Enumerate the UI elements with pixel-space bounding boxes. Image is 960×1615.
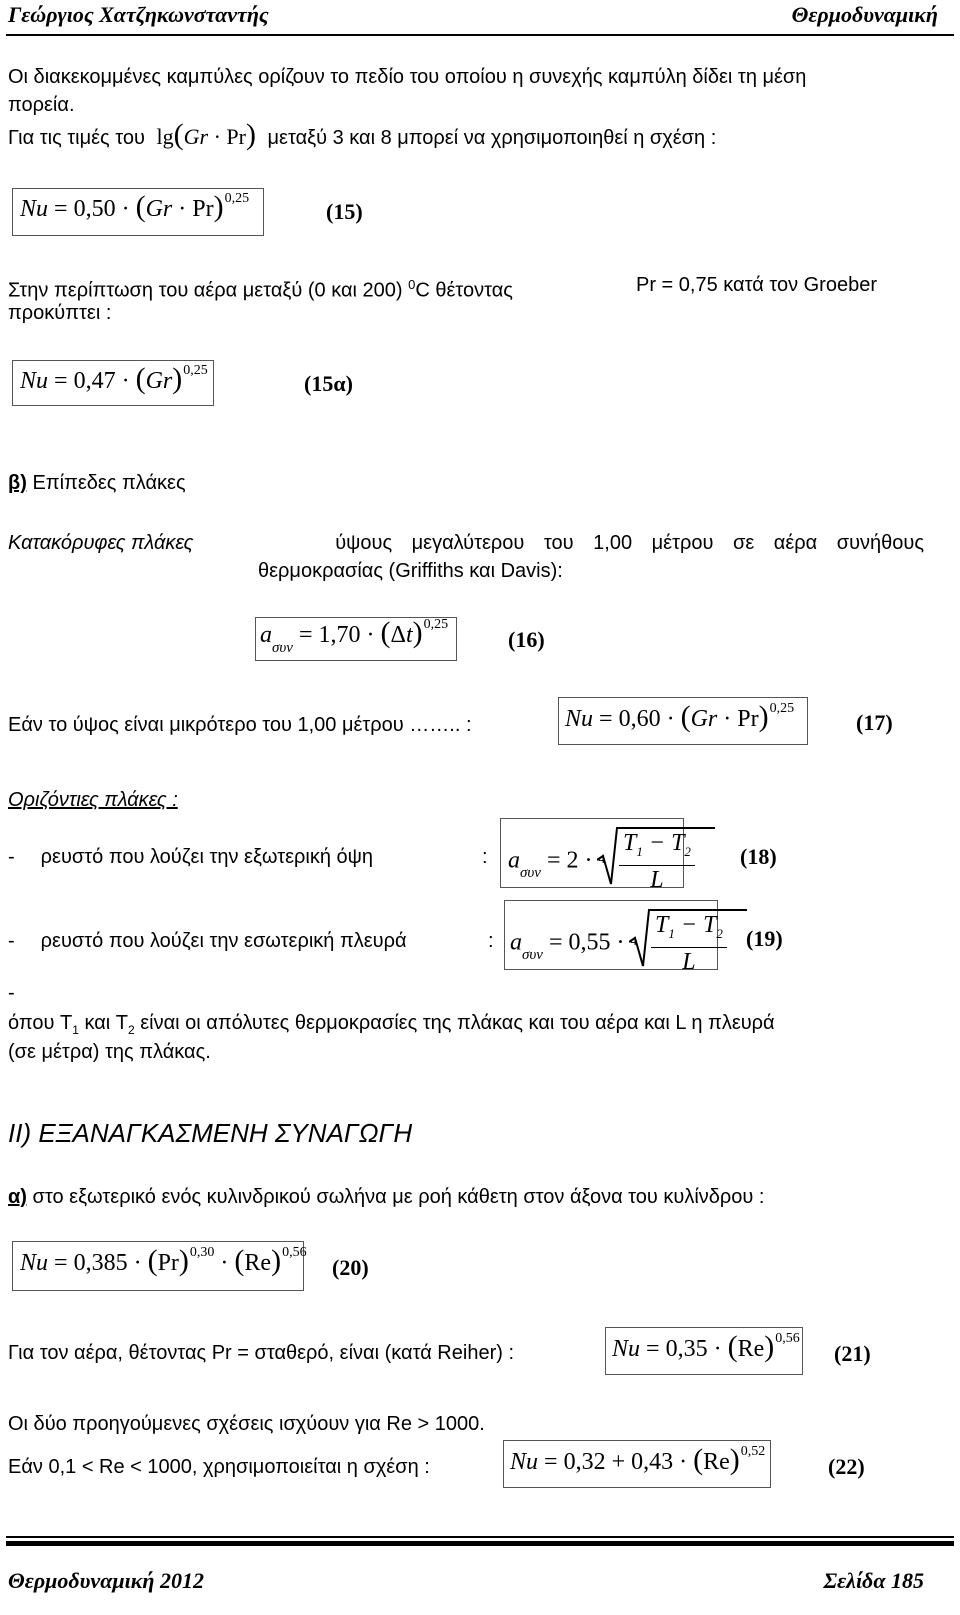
paragraph: πορεία. <box>8 94 75 116</box>
lg-expression: lg(Gr · Pr) <box>156 118 256 151</box>
equation-number: (18) <box>740 844 777 869</box>
header-subject: Θερμοδυναμική <box>791 2 938 27</box>
equation-number: (21) <box>834 1341 871 1366</box>
section-title: II) ΕΞΑΝΑΓΚΑΣΜΕΝΗ ΣΥΝΑΓΩΓΗ <box>8 1118 413 1148</box>
equation-18: $a_{\sigma\upsilon\nu} = 2 \cdot 4$ $\frac{T_1 - T_2}{L}$ <box>508 830 695 894</box>
colon: : <box>482 846 488 868</box>
footer-rule <box>6 1536 954 1538</box>
list-item: - ρευστό που λούζει την εσωτερική πλευρά <box>8 930 407 952</box>
equation-21: $Nu = 0,35 \cdot (Re)^{0,56}$ <box>612 1330 800 1363</box>
paragraph: Pr = 0,75 κατά τον Groeber <box>636 274 877 296</box>
equation-number: (19) <box>746 926 783 951</box>
equation-20: $Nu = 0,385 \cdot (Pr)^{0,30} \cdot (Re)^{0,56}$ <box>20 1244 307 1277</box>
paragraph: όπου $T_1$ και $T_2$ είναι οι απόλυτες θερμοκρασίες της πλάκας και του αέρα και L η πλευρά <box>8 1012 775 1037</box>
equation-number: (16) <box>508 627 545 652</box>
section-heading: β) Επίπεδες πλάκες <box>8 472 186 494</box>
equation-number: (22) <box>828 1454 865 1479</box>
subsection-heading: α) στο εξωτερικό ενός κυλινδρικού σωλήνα με ροή κάθετη στον άξονα του κυλίνδρου : <box>8 1186 765 1208</box>
paragraph: Οι διακεκομμένες καμπύλες ορίζουν το πεδίο του οποίου η συνεχής καμπύλη δίδει τη μέση <box>8 66 807 88</box>
paragraph: προκύπτει : <box>8 302 112 324</box>
footer-page-number: Σελίδα 185 <box>823 1568 924 1593</box>
equation-number: (15α) <box>304 371 353 396</box>
equation-16: $a_{\sigma\upsilon\nu} = 1,70 \cdot (\Delta t)^{0,25}$ <box>260 616 449 656</box>
footer-subject: Θερμοδυναμική 2012 <box>8 1568 204 1593</box>
paragraph: θερμοκρασίας (Griffiths και Davis): <box>258 560 563 582</box>
equation-15: $Nu = 0,50 \cdot (Gr \cdot Pr)^{0,25}$ <box>20 190 250 223</box>
paragraph: Στην περίπτωση του αέρα μεταξύ (0 και 200) $^0$C θέτοντας <box>8 277 513 302</box>
equation-17: $Nu = 0,60 \cdot (Gr \cdot Pr)^{0,25}$ <box>565 700 795 733</box>
list-item: - ρευστό που λούζει την εξωτερική όψη <box>8 846 374 868</box>
paragraph: Για τον αέρα, θέτοντας Pr = σταθερό, είναι (κατά Reiher) : <box>8 1342 514 1364</box>
paragraph <box>8 120 716 153</box>
paragraph: Εάν 0,1 < Re < 1000, χρησιμοποιείται η σχέση : <box>8 1456 430 1478</box>
paragraph: Εάν το ύψος είναι μικρότερο του 1,00 μέτρου …….. : <box>8 714 472 736</box>
equation-number: (17) <box>856 710 893 735</box>
colon: : <box>488 930 494 952</box>
paragraph: Οι δύο προηγούμενες σχέσεις ισχύουν για Re > 1000. <box>8 1413 485 1435</box>
list-dash: - <box>8 982 15 1004</box>
equation-15a: $Nu = 0,47 \cdot (Gr)^{0,25}$ <box>20 362 208 395</box>
paragraph-text: μεταξύ 3 και 8 μπορεί να χρησιμοποιηθεί η σχέση : <box>267 127 717 149</box>
paragraph: Κατακόρυφες πλάκες ύψους μεγαλύτερου του 1,00 μέτρου σε αέρα συνήθους <box>8 532 924 554</box>
footer-rule <box>6 1541 954 1546</box>
paragraph: (σε μέτρα) της πλάκας. <box>8 1041 211 1063</box>
subheading: Οριζόντιες πλάκες : <box>8 789 178 811</box>
header-author: Γεώργιος Χατζηκωνσταντής <box>8 2 269 27</box>
equation-number: (15) <box>326 199 363 224</box>
equation-22: $Nu = 0,32 + 0,43 \cdot (Re)^{0,52}$ <box>510 1443 766 1476</box>
equation-19: $a_{\sigma\upsilon\nu} = 0,55 \cdot 4$ $\frac{T_1 - T_2}{L}$ <box>510 912 727 976</box>
equation-number: (20) <box>332 1255 369 1280</box>
paragraph-text: Για τις τιμές του <box>8 127 145 149</box>
header-rule <box>6 34 954 36</box>
